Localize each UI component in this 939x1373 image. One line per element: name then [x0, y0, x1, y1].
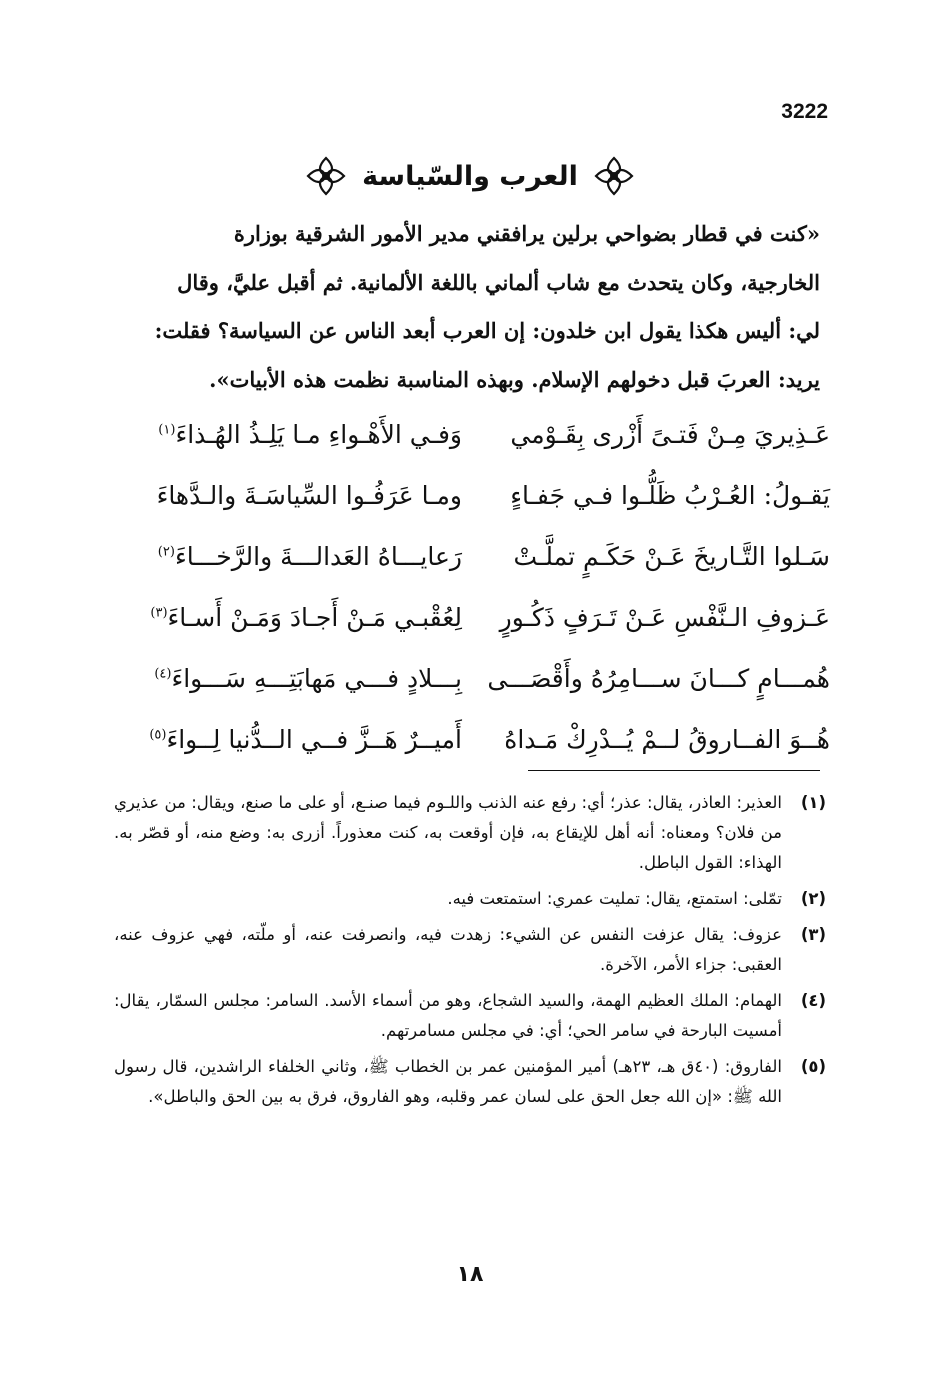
verse-first-hemistich: يَقـولُ: العُـرْبُ ظَلُّـوا فـي جَفـاءٍ — [510, 481, 830, 510]
footnote — [114, 884, 826, 914]
verse-second-hemistich — [100, 603, 462, 632]
intro-paragraph — [112, 210, 820, 404]
ornament-left-icon — [304, 154, 348, 198]
verse-line — [100, 648, 830, 709]
footnote-marker: (٥) — [149, 727, 167, 743]
verse-line — [100, 709, 830, 770]
intro-line: لي: أليس هكذا يقول ابن خلدون: إن العرب أبعد الناس عن السياسة؟ فقلت: — [154, 318, 820, 343]
hemistich-text: بِـــلادٍ فـــي مَهابَتِـــهِ سَـــواءَ — [171, 664, 462, 693]
verse-line — [100, 465, 830, 526]
verse-second-hemistich — [100, 664, 462, 693]
poem — [100, 404, 830, 770]
verse-second-hemistich — [100, 542, 462, 571]
footnote-text: العذير: العاذر، يقال: عذر؛ أي: رفع عنه الذنب واللـوم فيما صنـع، أو على ما صنع، ويقال: من عذيري من فلان؟ ومعناه: أنه أهل للإيقاع به، فإن أوقعت به، كنت معذوراً. أزرى به: وضع منه، أو قصّر به. الهذاء: القول الباطل. — [114, 793, 782, 872]
intro-line: يريد: العربَ قبل دخولهم الإسلام. وبهذه المناسبة نظمت هذه الأبيات». — [209, 366, 820, 392]
hemistich-text: لِعُقْبـي مَـنْ أَجـادَ وَمَـنْ أَسـاءَ — [167, 603, 462, 632]
intro-line: «كنت في قطار بضواحي برلين يرافقني مدير الأمور الشرقية بوزارة — [233, 221, 820, 246]
hemistich-text: ومـا عَرَفُـوا السِّياسَـةَ والـدَّهاءَ — [156, 481, 462, 510]
footnote-marker: (٤) — [154, 666, 172, 682]
verse-second-hemistich — [100, 420, 462, 449]
ornament-right-icon — [592, 154, 636, 198]
verse-first-hemistich: عَـذِيريَ مِـنْ فَتـىً أَزْرى بِقَـوْمي — [510, 420, 830, 449]
hemistich-text: أَميــرٌ هَــزَّ فــي الــدُّنيا لِــواءَ — [166, 725, 462, 754]
intro-line: الخارجية، وكان يتحدث مع شاب ألماني باللغة الألمانية. ثم أقبل عليَّ، وقال — [177, 269, 820, 295]
verse-first-hemistich: هُــوَ الفــاروقُ لــمْ يُــدْرِكْ مَـداهُ — [504, 725, 830, 754]
chapter-title — [300, 148, 640, 204]
verse-second-hemistich — [100, 725, 462, 754]
footnote-number: (٥) — [800, 1057, 826, 1076]
footnote-number: (٤) — [800, 991, 826, 1010]
verse-line — [100, 404, 830, 465]
footnote-number: (١) — [800, 793, 826, 812]
footnote-text: الهمام: الملك العظيم الهمة، والسيد الشجاع، وهو من أسماء الأسد. السامر: مجلس السمّار، يقال: أمسيت البارحة في سامر الحي؛ أي: في مجلس مسامرتهم. — [114, 991, 782, 1040]
verse-second-hemistich — [100, 481, 462, 510]
footnote-number: (٢) — [800, 889, 826, 908]
verse-first-hemistich: سَـلوا التَّـاريخَ عَـنْ حَكَـمٍ تملَّـتْ — [513, 542, 830, 571]
footnote-marker: (٢) — [157, 544, 175, 560]
verse-first-hemistich: هُمـــامٍ كـــانَ ســـامِرُهُ وأَقْصَـــى — [487, 664, 830, 693]
footnote-text: الفاروق: (٤٠ق هـ، ٢٣هـ) أمير المؤمنين عمر بن الخطاب ﷺ، وثاني الخلفاء الراشدين، قال رسول الله ﷺ: «إن الله جعل الحق على لسان عمر وقلبه، وهو الفاروق، فرق به بين الحق والباطل». — [114, 1057, 782, 1106]
hemistich-text: وَفـي الأَهْـواءِ مـا يَلِـذُ الهُـذاءَ — [175, 420, 462, 449]
verse-line — [100, 526, 830, 587]
verse-first-hemistich: عَـزوفِ الـنَّفْسِ عَـنْ تَـرَفٍ ذَكُـورٍ — [499, 603, 830, 632]
footnotes — [114, 788, 826, 1118]
verse-line — [100, 587, 830, 648]
footnote — [114, 986, 826, 1046]
footnote-text: تمّلى: استمتع، يقال: تمليت عمري: استمتعت فيه. — [447, 889, 782, 908]
footnote — [114, 788, 826, 878]
footnote-marker: (٣) — [150, 605, 168, 621]
footnote-marker: (١) — [158, 422, 176, 438]
hemistich-text: رَعايـــاهُ العَدالـــةَ والرَّخـــاءَ — [174, 542, 462, 571]
footnote-number: (٣) — [800, 925, 826, 944]
page-number: ١٨ — [456, 1262, 484, 1287]
footnote-divider — [528, 770, 820, 771]
footnote-text: عزوف: يقال عزفت النفس عن الشيء: زهدت فيه، وانصرفت عنه، أو ملّته، فهي عزوف عنه، العقبى: جزاء الأمر، الآخرة. — [114, 925, 782, 974]
footnote — [114, 1052, 826, 1112]
footnote — [114, 920, 826, 980]
page-id: 3222 — [781, 100, 828, 123]
title-text: العرب والسّياسة — [362, 160, 578, 192]
